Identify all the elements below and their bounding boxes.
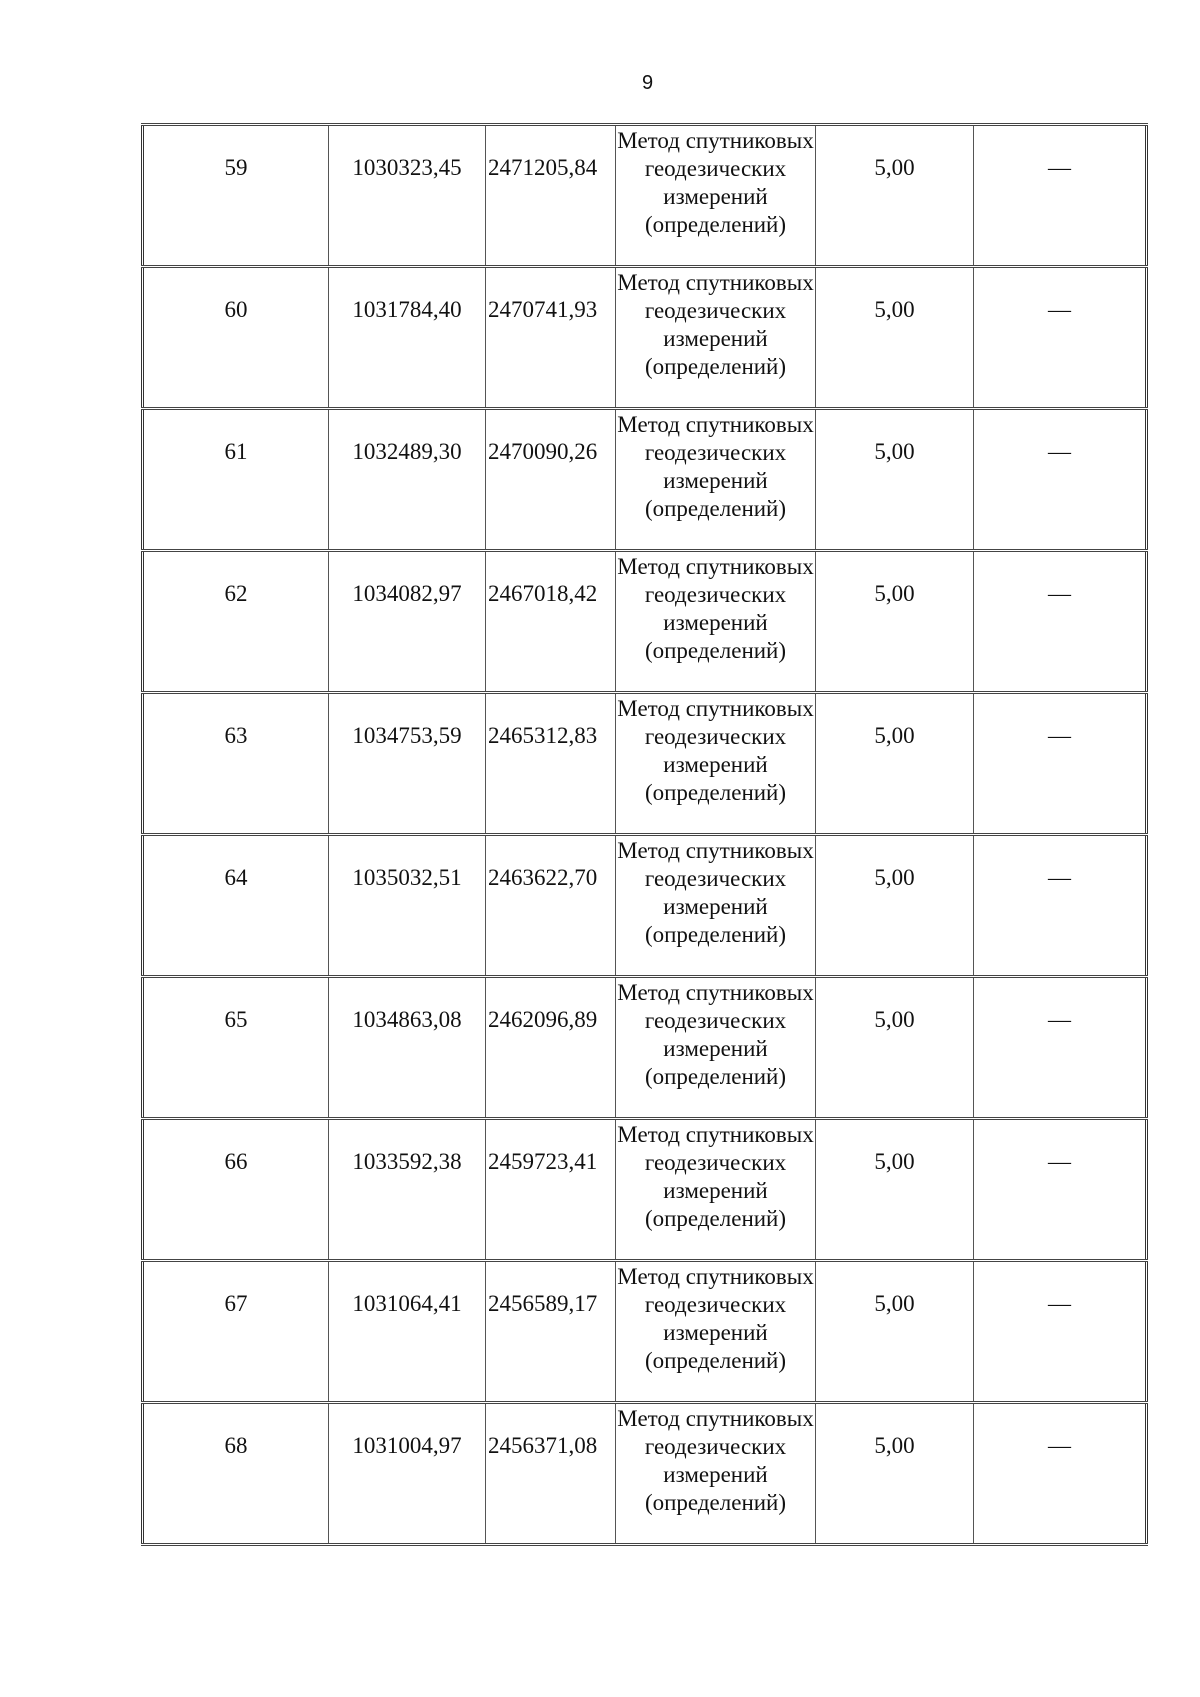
description-cell-text: — <box>1048 723 1071 748</box>
x-coordinate-cell-text: 1034863,08 <box>352 1007 462 1032</box>
description-cell <box>974 835 1147 977</box>
table-row <box>143 693 1147 835</box>
accuracy-cell-text: 5,00 <box>874 723 915 748</box>
description-cell <box>974 409 1147 551</box>
accuracy-cell <box>816 1261 974 1403</box>
description-cell <box>974 125 1147 267</box>
method-cell <box>616 125 816 267</box>
table-row <box>143 977 1147 1119</box>
table-row <box>143 125 1147 267</box>
point-number-cell-text: 68 <box>224 1433 248 1458</box>
method-cell <box>616 1403 816 1545</box>
coordinates-table-body <box>143 125 1147 1545</box>
accuracy-cell-text: 5,00 <box>874 1433 915 1458</box>
x-coordinate-cell-text: 1033592,38 <box>352 1149 462 1174</box>
y-coordinate-cell <box>486 125 616 267</box>
method-cell <box>616 1261 816 1403</box>
method-cell-text: Метод спутниковых геодезических измерений (определений) <box>617 696 814 805</box>
method-cell-text: Метод спутниковых геодезических измерений (определений) <box>617 270 814 379</box>
accuracy-cell <box>816 409 974 551</box>
method-cell <box>616 551 816 693</box>
accuracy-cell-text: 5,00 <box>874 1007 915 1032</box>
x-coordinate-cell <box>329 1261 486 1403</box>
y-coordinate-cell <box>486 835 616 977</box>
x-coordinate-cell <box>329 409 486 551</box>
description-cell-text: — <box>1048 1149 1071 1174</box>
description-cell-text: — <box>1048 865 1071 890</box>
point-number-cell <box>143 693 329 835</box>
y-coordinate-cell-text: 2467018,42 <box>488 581 598 606</box>
accuracy-cell-text: 5,00 <box>874 1291 915 1316</box>
y-coordinate-cell <box>486 977 616 1119</box>
description-cell <box>974 1261 1147 1403</box>
description-cell <box>974 693 1147 835</box>
accuracy-cell <box>816 1403 974 1545</box>
description-cell-text: — <box>1048 1433 1071 1458</box>
point-number-cell-text: 63 <box>224 723 248 748</box>
point-number-cell-text: 66 <box>224 1149 248 1174</box>
y-coordinate-cell <box>486 1403 616 1545</box>
method-cell <box>616 977 816 1119</box>
method-cell <box>616 409 816 551</box>
x-coordinate-cell-text: 1031784,40 <box>352 297 462 322</box>
accuracy-cell <box>816 551 974 693</box>
x-coordinate-cell <box>329 125 486 267</box>
description-cell-text: — <box>1048 439 1071 464</box>
point-number-cell <box>143 267 329 409</box>
point-number-cell <box>143 835 329 977</box>
description-cell-text: — <box>1048 581 1071 606</box>
method-cell <box>616 267 816 409</box>
point-number-cell-text: 59 <box>224 155 248 180</box>
y-coordinate-cell-text: 2463622,70 <box>488 865 598 890</box>
x-coordinate-cell-text: 1031064,41 <box>352 1291 462 1316</box>
y-coordinate-cell-text: 2456371,08 <box>488 1433 598 1458</box>
x-coordinate-cell-text: 1031004,97 <box>352 1433 462 1458</box>
y-coordinate-cell <box>486 551 616 693</box>
table-row <box>143 1119 1147 1261</box>
method-cell <box>616 835 816 977</box>
x-coordinate-cell-text: 1035032,51 <box>352 865 462 890</box>
accuracy-cell-text: 5,00 <box>874 581 915 606</box>
x-coordinate-cell <box>329 1403 486 1545</box>
y-coordinate-cell-text: 2470741,93 <box>488 297 598 322</box>
point-number-cell <box>143 551 329 693</box>
table-row <box>143 551 1147 693</box>
x-coordinate-cell-text: 1030323,45 <box>352 155 462 180</box>
method-cell-text: Метод спутниковых геодезических измерений (определений) <box>617 554 814 663</box>
description-cell <box>974 977 1147 1119</box>
method-cell-text: Метод спутниковых геодезических измерений (определений) <box>617 1264 814 1373</box>
accuracy-cell <box>816 1119 974 1261</box>
x-coordinate-cell-text: 1034082,97 <box>352 581 462 606</box>
accuracy-cell-text: 5,00 <box>874 865 915 890</box>
point-number-cell <box>143 977 329 1119</box>
accuracy-cell <box>816 267 974 409</box>
description-cell <box>974 551 1147 693</box>
x-coordinate-cell <box>329 1119 486 1261</box>
point-number-cell <box>143 1261 329 1403</box>
description-cell-text: — <box>1048 1291 1071 1316</box>
method-cell-text: Метод спутниковых геодезических измерений (определений) <box>617 1122 814 1231</box>
method-cell-text: Метод спутниковых геодезических измерений (определений) <box>617 838 814 947</box>
point-number-cell <box>143 1403 329 1545</box>
y-coordinate-cell <box>486 267 616 409</box>
description-cell-text: — <box>1048 155 1071 180</box>
x-coordinate-cell <box>329 693 486 835</box>
y-coordinate-cell-text: 2470090,26 <box>488 439 598 464</box>
description-cell-text: — <box>1048 1007 1071 1032</box>
table-row <box>143 1403 1147 1545</box>
accuracy-cell-text: 5,00 <box>874 155 915 180</box>
accuracy-cell-text: 5,00 <box>874 297 915 322</box>
method-cell-text: Метод спутниковых геодезических измерений (определений) <box>617 1406 814 1515</box>
description-cell <box>974 1119 1147 1261</box>
x-coordinate-cell <box>329 267 486 409</box>
accuracy-cell <box>816 977 974 1119</box>
y-coordinate-cell-text: 2456589,17 <box>488 1291 598 1316</box>
method-cell <box>616 1119 816 1261</box>
point-number-cell-text: 67 <box>224 1291 248 1316</box>
table-row <box>143 1261 1147 1403</box>
table-row <box>143 409 1147 551</box>
x-coordinate-cell-text: 1032489,30 <box>352 439 462 464</box>
accuracy-cell-text: 5,00 <box>874 1149 915 1174</box>
accuracy-cell <box>816 693 974 835</box>
method-cell-text: Метод спутниковых геодезических измерений (определений) <box>617 412 814 521</box>
point-number-cell <box>143 409 329 551</box>
method-cell-text: Метод спутниковых геодезических измерений (определений) <box>617 128 814 237</box>
method-cell-text: Метод спутниковых геодезических измерений (определений) <box>617 980 814 1089</box>
table-row <box>143 267 1147 409</box>
y-coordinate-cell-text: 2471205,84 <box>488 155 598 180</box>
x-coordinate-cell <box>329 835 486 977</box>
y-coordinate-cell-text: 2462096,89 <box>488 1007 598 1032</box>
description-cell-text: — <box>1048 297 1071 322</box>
point-number-cell <box>143 1119 329 1261</box>
y-coordinate-cell-text: 2465312,83 <box>488 723 598 748</box>
point-number-cell <box>143 125 329 267</box>
accuracy-cell <box>816 125 974 267</box>
description-cell <box>974 267 1147 409</box>
point-number-cell-text: 60 <box>224 297 248 322</box>
point-number-cell-text: 64 <box>224 865 248 890</box>
x-coordinate-cell-text: 1034753,59 <box>352 723 462 748</box>
table-row <box>143 835 1147 977</box>
x-coordinate-cell <box>329 551 486 693</box>
accuracy-cell-text: 5,00 <box>874 439 915 464</box>
y-coordinate-cell <box>486 409 616 551</box>
point-number-cell-text: 62 <box>224 581 248 606</box>
point-number-cell-text: 65 <box>224 1007 248 1032</box>
y-coordinate-cell <box>486 1261 616 1403</box>
coordinates-table <box>141 123 1148 1546</box>
y-coordinate-cell <box>486 693 616 835</box>
y-coordinate-cell-text: 2459723,41 <box>488 1149 598 1174</box>
accuracy-cell <box>816 835 974 977</box>
point-number-cell-text: 61 <box>224 439 248 464</box>
y-coordinate-cell <box>486 1119 616 1261</box>
method-cell <box>616 693 816 835</box>
x-coordinate-cell <box>329 977 486 1119</box>
description-cell <box>974 1403 1147 1545</box>
page-number: 9 <box>641 72 654 94</box>
